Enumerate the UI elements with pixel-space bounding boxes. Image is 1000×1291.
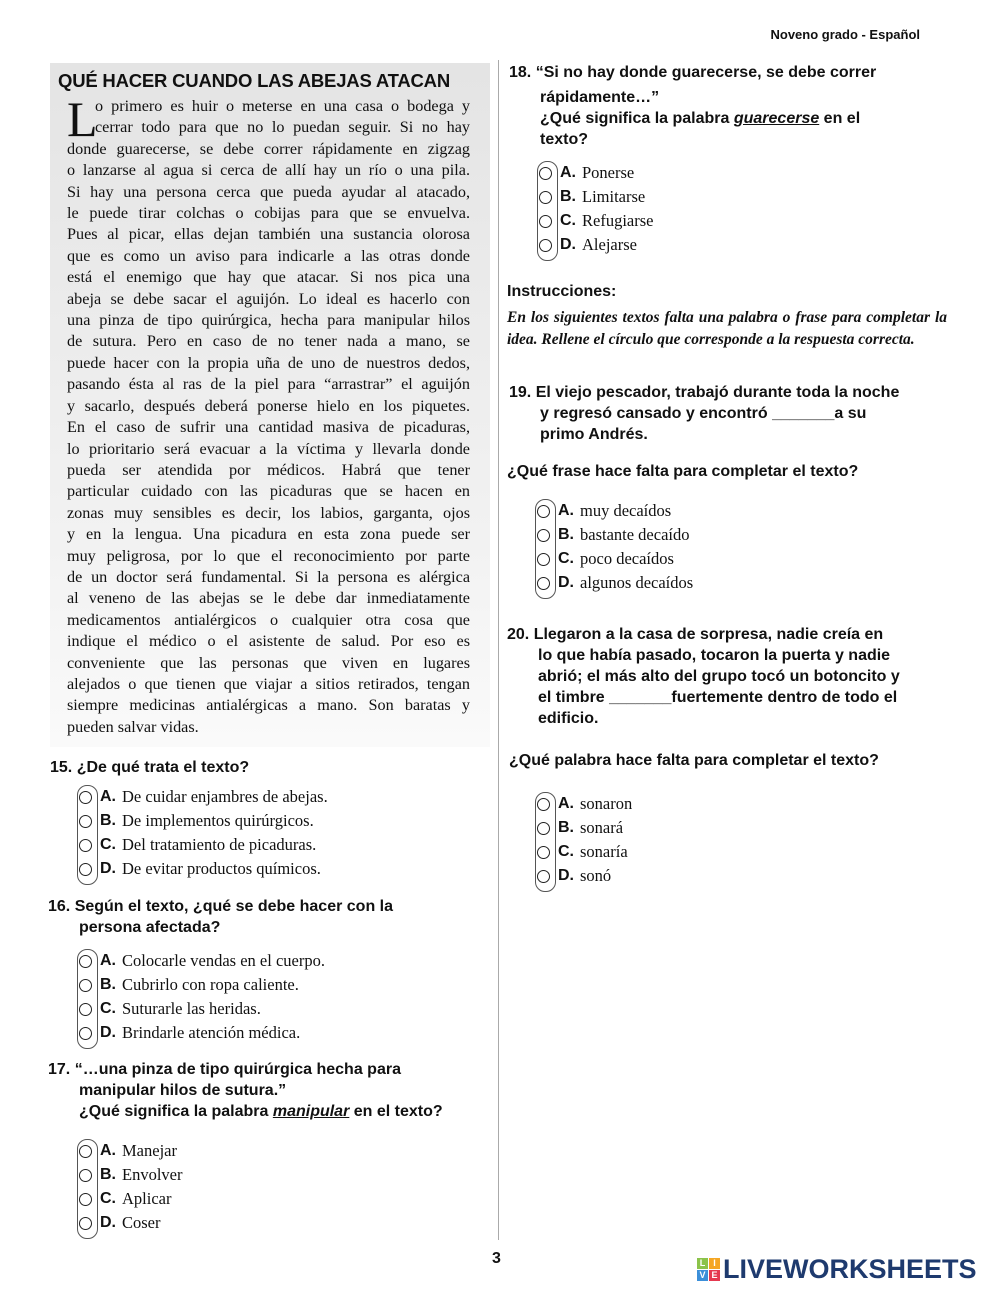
answer-option[interactable]: [77, 1211, 182, 1235]
question-text: el timbre _______fuertemente dentro de todo el: [538, 689, 898, 706]
passage-line: zonas muy sensibles es decir, los labios, garganta, ojos: [67, 503, 470, 522]
option-text: sonará: [580, 818, 624, 837]
option-letter: D.: [560, 236, 576, 253]
passage-line: y sacarlo, después deberá ponerse hielo en los piquetes.: [67, 396, 470, 415]
answer-option[interactable]: [535, 499, 693, 523]
question-text: 15. ¿De qué trata el texto?: [50, 759, 250, 776]
option-text: Ponerse: [582, 163, 635, 182]
answer-option[interactable]: [537, 185, 653, 209]
passage-line: pasando ésta al ras de la piel para “arrastrar” el aguijón: [67, 375, 470, 394]
answer-option[interactable]: [77, 973, 325, 997]
passage-line: lo prioritario será evacuar a la víctima y llevarla donde: [67, 439, 470, 458]
question-text: [48, 1101, 443, 1122]
question-text: 19. El viejo pescador, trabajó durante toda la noche: [509, 384, 900, 401]
option-letter: C.: [100, 1190, 116, 1207]
option-letter: D.: [100, 1024, 116, 1041]
question-20-prompt: ¿Qué palabra hace falta para completar el texto?: [509, 752, 879, 769]
answer-option[interactable]: [77, 949, 325, 973]
radio-circle-icon[interactable]: [79, 863, 92, 876]
passage-line: o lanzarse al agua si cerca de allí hay un río o una pila.: [67, 161, 470, 180]
radio-circle-icon[interactable]: [537, 798, 550, 811]
option-text: De evitar productos químicos.: [122, 859, 321, 878]
passage-line: o primero es huir o meterse en una casa o bodega y: [95, 97, 470, 115]
option-text: Aplicar: [122, 1189, 172, 1208]
question-17: [48, 1059, 443, 1122]
options-20: [535, 792, 632, 888]
options-17: [77, 1139, 182, 1235]
answer-option[interactable]: [77, 997, 325, 1021]
passage-line: puede hacer con la propia uña de uno de nuestros dedos,: [67, 353, 470, 372]
question-text: texto?: [540, 131, 588, 148]
option-text: De cuidar enjambres de abejas.: [122, 787, 328, 806]
question-text: ¿Qué significa la palabra: [79, 1103, 273, 1120]
option-text: De implementos quirúrgicos.: [122, 811, 314, 830]
option-letter: A.: [558, 502, 574, 519]
question-text: en el texto?: [349, 1103, 443, 1120]
option-letter: A.: [100, 1142, 116, 1159]
question-19: [509, 382, 899, 445]
logo-tile: V: [697, 1270, 708, 1281]
radio-circle-icon[interactable]: [79, 1145, 92, 1158]
answer-option[interactable]: [535, 840, 632, 864]
radio-circle-icon[interactable]: [79, 815, 92, 828]
option-text: poco decaídos: [580, 549, 674, 568]
radio-circle-icon[interactable]: [79, 791, 92, 804]
radio-circle-icon[interactable]: [537, 505, 550, 518]
option-letter: B.: [558, 526, 574, 543]
passage-line: de un doctor será fundamental. Si la persona es alérgica: [67, 567, 470, 586]
option-letter: A.: [100, 788, 116, 805]
option-letter: C.: [100, 836, 116, 853]
question-text: ¿Qué significa la palabra: [540, 110, 734, 127]
option-text: Suturarle las heridas.: [122, 999, 261, 1018]
question-text: en el: [819, 110, 861, 127]
question-text: lo que había pasado, tocaron la puerta y nadie: [538, 647, 891, 664]
radio-circle-icon[interactable]: [539, 167, 552, 180]
answer-option[interactable]: [537, 209, 653, 233]
drop-cap: L: [67, 91, 98, 147]
option-letter: C.: [558, 843, 574, 860]
options-18: [537, 161, 653, 257]
answer-option[interactable]: [535, 816, 632, 840]
question-text: persona afectada?: [79, 919, 221, 936]
passage-line: conveniente que las personas que viven en lugares: [67, 653, 470, 672]
answer-option[interactable]: [77, 1187, 182, 1211]
passage-text: [67, 91, 470, 738]
option-text: Brindarle atención médica.: [122, 1023, 301, 1042]
question-text: abrió; el más alto del grupo tocó un botoncito y: [538, 668, 900, 685]
passage-line: abeja se debe sacar el aguijón. Lo ideal es hacerlo con: [67, 289, 470, 308]
passage-line: cerrar todo para que no lo puedan seguir. Si no hay: [95, 118, 470, 137]
passage-line: una pinza de tipo quirúrgica, hecha para manipular hilos: [67, 311, 470, 330]
option-text: Del tratamiento de picaduras.: [122, 835, 317, 854]
passage-line: Si hay una persona cerca que pueda ayudar al atacado,: [67, 182, 470, 201]
logo-tiles-icon: [697, 1258, 720, 1281]
radio-circle-icon[interactable]: [539, 191, 552, 204]
option-text: Manejar: [122, 1141, 177, 1160]
column-divider: [498, 60, 499, 1240]
option-letter: B.: [560, 188, 576, 205]
radio-circle-icon[interactable]: [79, 839, 92, 852]
passage-line: siempre medicinas antialérgicas a mano. Son baratas y: [67, 696, 470, 715]
passage-line: alejados o que tienen que viajar a sitios retirados, tengan: [67, 674, 470, 693]
logo-tile: L: [697, 1258, 708, 1269]
option-letter: B.: [558, 819, 574, 836]
passage-line: está el enemigo que hay que atacar. Si nos pica una: [67, 268, 470, 287]
option-letter: D.: [100, 1214, 116, 1231]
answer-option[interactable]: [77, 809, 328, 833]
instructions-text: En los siguientes textos falta una palabra o frase para completar la idea. Rellene el círculo que corresponde a la respuesta correcta.: [507, 309, 947, 348]
question-18: [509, 62, 876, 150]
passage-line: de sutura. Pero en caso de no tener nada a mano, se: [67, 332, 470, 351]
passage-line: En el caso de sufrir una cantidad masiva de picaduras,: [67, 418, 470, 437]
answer-option[interactable]: [77, 857, 328, 881]
question-text: primo Andrés.: [540, 426, 648, 443]
options-16: [77, 949, 325, 1045]
question-16: [48, 896, 393, 938]
option-letter: B.: [100, 1166, 116, 1183]
radio-circle-icon[interactable]: [79, 1217, 92, 1230]
option-text: muy decaídos: [580, 501, 672, 520]
answer-option[interactable]: [535, 571, 693, 595]
highlighted-word: manipular: [272, 1103, 350, 1120]
question-15: [50, 757, 249, 778]
radio-circle-icon[interactable]: [537, 822, 550, 835]
option-letter: A.: [558, 795, 574, 812]
option-letter: A.: [100, 952, 116, 969]
passage-line: y en la lengua. Una picadura en esta zona puede ser: [67, 525, 470, 544]
option-text: Alejarse: [582, 235, 637, 254]
radio-circle-icon[interactable]: [537, 577, 550, 590]
highlighted-word: guarecerse: [733, 110, 820, 127]
answer-option[interactable]: [537, 161, 653, 185]
answer-option[interactable]: [77, 1021, 325, 1045]
question-text: [509, 108, 876, 129]
passage-line: medicamentos antialérgicos o cualquier otra cosa que: [67, 610, 470, 629]
passage-line: donde guarecerse, se debe correr rápidamente en zigzag: [67, 139, 470, 158]
passage-title: QUÉ HACER CUANDO LAS ABEJAS ATACAN: [58, 70, 450, 91]
question-text: edificio.: [538, 710, 599, 727]
answer-option[interactable]: [535, 792, 632, 816]
answer-option[interactable]: [77, 1163, 182, 1187]
reading-passage: [50, 63, 490, 747]
option-letter: D.: [100, 860, 116, 877]
logo-tile: E: [709, 1270, 720, 1281]
passage-line: pueden salvar vidas.: [67, 717, 199, 736]
radio-circle-icon[interactable]: [539, 215, 552, 228]
passage-line: particular cuidado con las picaduras que se hacen en: [67, 482, 470, 501]
option-letter: B.: [100, 976, 116, 993]
radio-circle-icon[interactable]: [79, 979, 92, 992]
radio-circle-icon[interactable]: [79, 1169, 92, 1182]
option-text: Refugiarse: [582, 211, 654, 230]
option-text: sonaría: [580, 842, 628, 861]
options-19: [535, 499, 693, 595]
question-text: 16. Según el texto, ¿qué se debe hacer con la: [48, 898, 393, 915]
passage-line: Pues al picar, ellas dejan también una sustancia olorosa: [67, 225, 470, 244]
answer-option[interactable]: [77, 1139, 182, 1163]
option-text: Cubrirlo con ropa caliente.: [122, 975, 299, 994]
option-letter: D.: [558, 867, 574, 884]
option-letter: C.: [100, 1000, 116, 1017]
radio-circle-icon[interactable]: [79, 1003, 92, 1016]
option-text: Coser: [122, 1213, 161, 1232]
option-text: Limitarse: [582, 187, 646, 206]
liveworksheets-logo: [697, 1254, 977, 1285]
grade-header: Noveno grado - Español: [770, 27, 920, 42]
option-letter: C.: [560, 212, 576, 229]
question-text: 18. “Si no hay donde guarecerse, se debe correr: [509, 64, 877, 81]
option-letter: C.: [558, 550, 574, 567]
options-15: [77, 785, 328, 881]
answer-option[interactable]: [535, 523, 693, 547]
radio-circle-icon[interactable]: [537, 553, 550, 566]
radio-circle-icon[interactable]: [79, 1027, 92, 1040]
option-text: sonaron: [580, 794, 633, 813]
page-number: 3: [492, 1250, 501, 1267]
passage-line: muy peligrosa, por lo que el reconocimiento por parte: [67, 546, 470, 565]
option-text: algunos decaídos: [580, 573, 694, 592]
question-text: 20. Llegaron a la casa de sorpresa, nadie creía en: [507, 626, 884, 643]
question-text: rápidamente…”: [540, 89, 660, 106]
question-text: y regresó cansado y encontró _______a su: [540, 405, 867, 422]
passage-line: le puede tirar colchas o cobijas para que se envuelva.: [67, 204, 470, 223]
radio-circle-icon[interactable]: [537, 529, 550, 542]
radio-circle-icon[interactable]: [539, 239, 552, 252]
option-text: bastante decaído: [580, 525, 690, 544]
radio-circle-icon[interactable]: [537, 870, 550, 883]
answer-option[interactable]: [535, 864, 632, 888]
question-19-prompt: ¿Qué frase hace falta para completar el texto?: [507, 463, 859, 480]
answer-option[interactable]: [77, 785, 328, 809]
radio-circle-icon[interactable]: [79, 1193, 92, 1206]
passage-line: al veneno de las abejas se le debe dar inmediatamente: [67, 589, 470, 608]
option-text: Envolver: [122, 1165, 183, 1184]
radio-circle-icon[interactable]: [537, 846, 550, 859]
question-text: manipular hilos de sutura.”: [79, 1082, 287, 1099]
passage-line: pueda ser atendida por médicos. Habrá que tener: [67, 460, 470, 479]
logo-text: LIVEWORKSHEETS: [723, 1254, 977, 1284]
option-text: sonó: [580, 866, 612, 885]
option-letter: B.: [100, 812, 116, 829]
option-text: Colocarle vendas en el cuerpo.: [122, 951, 325, 970]
option-letter: D.: [558, 574, 574, 591]
answer-option[interactable]: [535, 547, 693, 571]
radio-circle-icon[interactable]: [79, 955, 92, 968]
option-letter: A.: [560, 164, 576, 181]
passage-line: indique el médico o el asistente de salud. Por eso es: [67, 632, 470, 651]
instructions-title: Instrucciones:: [507, 283, 617, 300]
answer-option[interactable]: [77, 833, 328, 857]
passage-line: que es como un aviso para indicarle a las otras donde: [67, 246, 470, 265]
answer-option[interactable]: [537, 233, 653, 257]
question-text: 17. “…una pinza de tipo quirúrgica hecha para: [48, 1061, 401, 1078]
logo-tile: I: [709, 1258, 720, 1269]
question-20: [507, 624, 900, 729]
